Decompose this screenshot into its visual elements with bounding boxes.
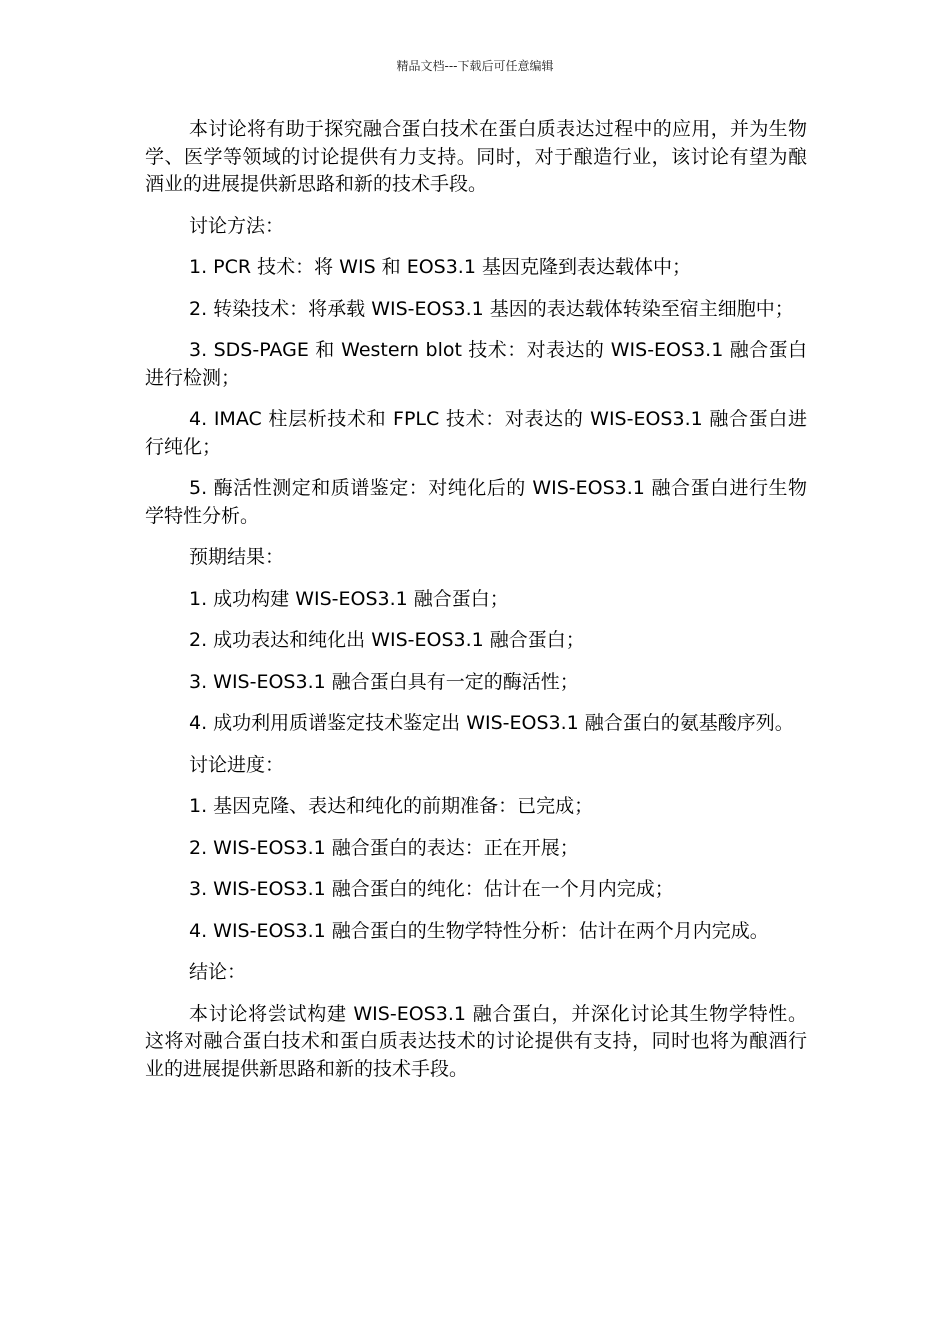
- result-item: 1. 成功构建 WIS-EOS3.1 融合蛋白；: [189, 587, 509, 610]
- heading-conclusion: 结论：: [189, 961, 247, 983]
- result-item: 4. 成功利用质谱鉴定技术鉴定出 WIS-EOS3.1 融合蛋白的氨基酸序列。: [189, 712, 794, 734]
- page-header: 精品文档---下载后可任意编辑: [396, 59, 554, 73]
- document-body: [145, 116, 807, 1097]
- method-item: 5. 酶活性测定和质谱鉴定：对纯化后的 WIS-EOS3.1 融合蛋白进行生物学特性分析。: [145, 477, 807, 527]
- progress-item: 1. 基因克隆、表达和纯化的前期准备：已完成；: [189, 795, 594, 817]
- result-item: 2. 成功表达和纯化出 WIS-EOS3.1 融合蛋白；: [189, 629, 585, 651]
- heading-methods: 讨论方法：: [189, 214, 285, 237]
- paragraph-conclusion: 本讨论将尝试构建 WIS-EOS3.1 融合蛋白，并深化讨论其生物学特性。这将对融合蛋白技术和蛋白质表达技术的讨论提供有支持，同时也将为酿酒行业的进展提供新思路和新的技术手段。: [145, 1002, 807, 1080]
- progress-item: 3. WIS-EOS3.1 融合蛋白的纯化：估计在一个月内完成；: [189, 878, 674, 900]
- progress-item: 2. WIS-EOS3.1 融合蛋白的表达：正在开展；: [189, 836, 579, 859]
- method-item: 3. SDS-PAGE 和 Western blot 技术：对表达的 WIS-EOS3.1 融合蛋白进行检测；: [145, 339, 807, 389]
- heading-progress: 讨论进度：: [189, 753, 285, 776]
- heading-expected-results: 预期结果：: [189, 546, 285, 568]
- paragraph-intro: 本讨论将有助于探究融合蛋白技术在蛋白质表达过程中的应用，并为生物学、医学等领域的讨论提供有力支持。同时，对于酿造行业，该讨论有望为酿酒业的进展提供新思路和新的技术手段。: [145, 118, 807, 195]
- method-item: 2. 转染技术：将承载 WIS-EOS3.1 基因的表达载体转染至宿主细胞中；: [189, 297, 794, 320]
- progress-item: 4. WIS-EOS3.1 融合蛋白的生物学特性分析：估计在两个月内完成。: [189, 919, 769, 942]
- method-item: 1. PCR 技术：将 WIS 和 EOS3.1 基因克隆到表达载体中；: [189, 256, 691, 278]
- result-item: 3. WIS-EOS3.1 融合蛋白具有一定的酶活性；: [189, 670, 579, 693]
- method-item: 4. IMAC 柱层析技术和 FPLC 技术：对表达的 WIS-EOS3.1 融合蛋白进行纯化；: [145, 408, 807, 458]
